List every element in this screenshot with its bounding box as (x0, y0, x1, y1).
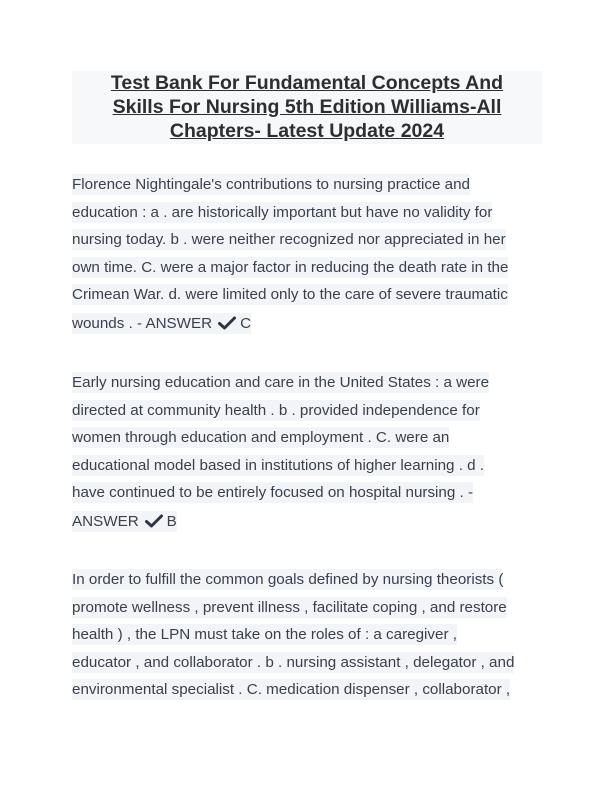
question-3 (72, 566, 542, 704)
question-1 (72, 171, 542, 339)
question-text-line: Crimean War. d. were limited only to the care of severe traumatic (72, 286, 508, 303)
question-text-line: Early nursing education and care in the United States : a were (72, 374, 490, 391)
question-text-line: In order to fulfill the common goals defined by nursing theorists ( (72, 571, 504, 588)
question-text-line: educational model based in institutions of higher learning . d . (72, 456, 485, 474)
question-text-line: environmental specialist . C. medication dispenser , collaborator , (72, 681, 511, 698)
question-text-line: educator , and collaborator . b . nursing assistant , delegator , and (72, 653, 515, 671)
question-text-line: education : a . are historically important but have no validity for (72, 203, 493, 221)
question-text-line: promote wellness , prevent illness , facilitate coping , and restore (72, 598, 507, 616)
question-text-line: directed at community health . b . provided independence for (72, 401, 480, 419)
question-2 (72, 369, 542, 537)
answer-prefix: ANSWER (72, 512, 139, 530)
question-text-line: health ) , the LPN must take on the roles of : a caregiver , (72, 626, 457, 643)
question-text-line: nursing today. b . were neither recognized nor appreciated in her (72, 231, 506, 248)
question-text-line: Florence Nightingale's contributions to nursing practice and (72, 176, 470, 193)
title-line-3: Chapters- Latest Update 2024 (169, 120, 445, 142)
question-text-line: own time. C. were a major factor in reducing the death rate in the (72, 258, 509, 276)
checkmark-icon (145, 514, 163, 528)
answer-line (72, 507, 542, 537)
question-text-line: women through education and employment . C. were an (72, 429, 450, 446)
answer-value: C (240, 314, 252, 332)
document-title (72, 71, 542, 144)
title-line-1: Test Bank For Fundamental Concepts And (110, 72, 504, 94)
answer-value: B (166, 512, 177, 530)
answer-line (72, 309, 542, 339)
checkmark-icon (218, 316, 236, 330)
question-text-line: have continued to be entirely focused on hospital nursing . - (72, 484, 474, 501)
answer-prefix: wounds . - ANSWER (72, 314, 213, 332)
title-line-2: Skills For Nursing 5th Edition Williams-All (112, 96, 502, 118)
